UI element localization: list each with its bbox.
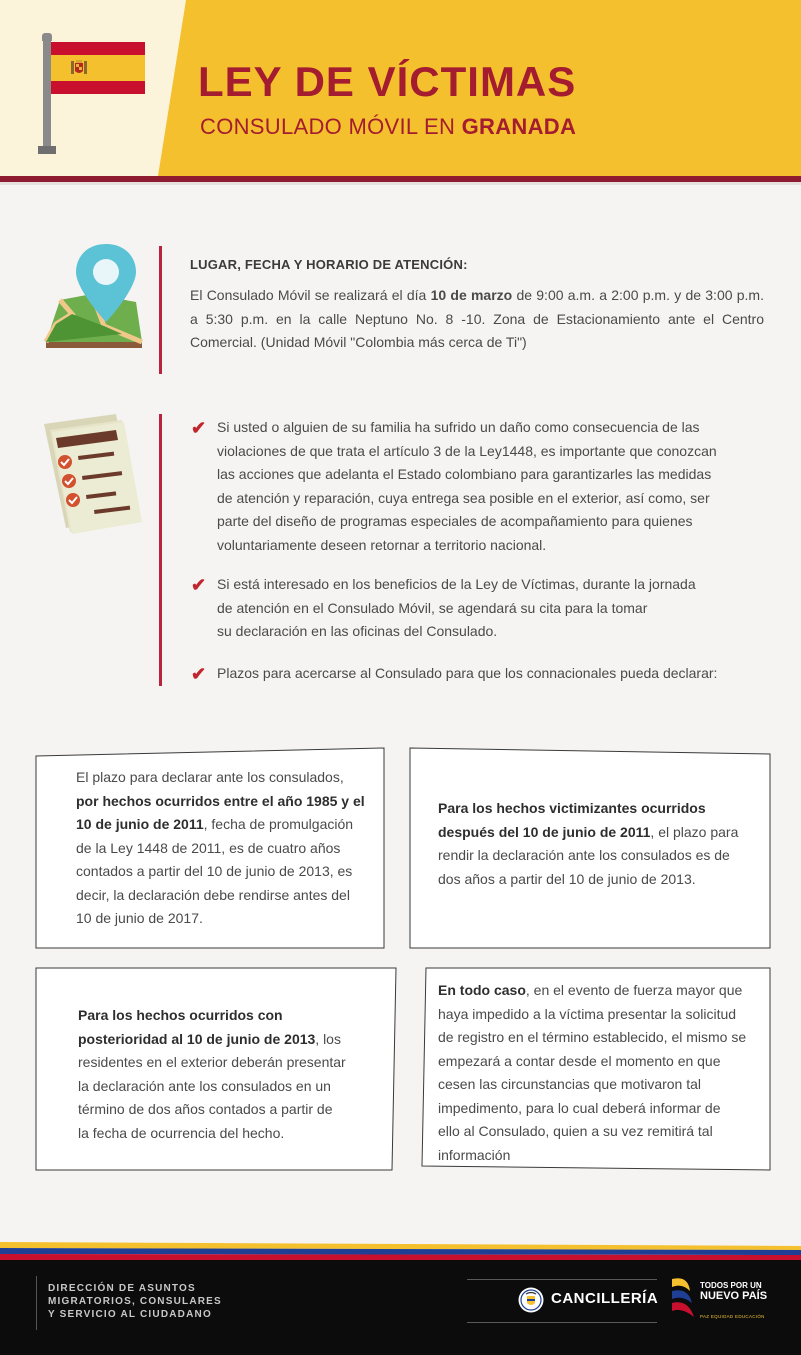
location-date: 10 de marzo (430, 287, 513, 303)
flagpole-base-icon (38, 146, 56, 154)
spain-crest-icon (69, 59, 89, 77)
section-divider-bar (159, 246, 162, 374)
map-pin-icon (42, 238, 144, 350)
footer-department: DIRECCIÓN DE ASUNTOS MIGRATORIOS, CONSULARES Y SERVICIO AL CIUDADANO (48, 1283, 222, 1320)
footer-rule-bottom (467, 1322, 657, 1323)
subtitle-city: GRANADA (461, 114, 577, 139)
todos-tagline: PAZ EQUIDAD EDUCACIÓN (700, 1314, 765, 1319)
bullet-text: Si usted o alguien de su familia ha sufrido un daño como consecuencia de las violaciones de que trata el artículo 3 de la Ley1448, es importante que conozcan las acciones que adelanta el Estado colombiano para garantizarles las medidas de atención y reparación, cuya entrega sea posible en el exterior, así como, ser parte del diseño de programas especiales de acompañamiento para quienes voluntariamente deseen retornar a territorio nacional. (217, 419, 717, 553)
bullet-text: Si está interesado en los beneficios de la Ley de Víctimas, durante la jornada de atención en el Consulado Móvil, se agendará su cita para la tomar su declaración en las oficinas del Consulado. (217, 576, 696, 639)
page-title: LEY DE VÍCTIMAS (198, 58, 577, 105)
section-divider-bar (159, 414, 162, 686)
info-box-3-text: Para los hechos ocurridos con posterioridad al 10 de junio de 2013, los residentes en el exterior deberán presentar la declaración ante los consulados en un término de dos años contados a partir de la fecha de ocurrencia del hecho. (78, 1007, 346, 1141)
info-box-1-text: El plazo para declarar ante los consulados, por hechos ocurridos entre el año 1985 y el 10 de junio de 2011, fecha de promulgación de la Ley 1448 de 2011, es de cuatro años contados a partir del 10 de junio de 2013, es decir, la declaración debe rendirse antes del 10 de junio de 2017. (76, 769, 365, 926)
location-heading: LUGAR, FECHA Y HORARIO DE ATENCIÓN: (190, 257, 468, 272)
info-box-2-text: Para los hechos victimizantes ocurridos después del 10 de junio de 2011, el plazo para rendir la declaración ante los consulados es de dos años a partir del 10 de junio de 2013. (438, 800, 739, 887)
page-subtitle (200, 114, 576, 140)
bullet-text: Plazos para acercarse al Consulado para que los connacionales pueda declarar: (217, 665, 718, 681)
location-text: El Consulado Móvil se realizará el día 10 de marzo de 9:00 a.m. a 2:00 p.m. y de 3:00 p.m. a 5:30 p.m. en la calle Neptuno No. 8 -10. Zona de Estacionamiento ante el Centro Comercial. (Unidad Móvil "Colombia más cerca de Ti") (190, 287, 764, 350)
footer-rule-top (467, 1279, 657, 1280)
footer-divider (36, 1276, 37, 1330)
subtitle-prefix: CONSULADO MÓVIL EN (200, 114, 462, 139)
cancilleria-logo-text: CANCILLERÍA (551, 1290, 659, 1307)
header-banner (0, 0, 801, 176)
check-icon: ✔ (191, 418, 207, 438)
colombia-stripes-icon (0, 1236, 801, 1264)
header-underline-shadow (0, 182, 801, 185)
checklist-document-icon (38, 410, 148, 535)
check-icon: ✔ (191, 575, 207, 595)
header-diagonal-icon (150, 0, 190, 176)
colombia-coat-of-arms-icon (518, 1287, 544, 1313)
todos-por-un-nuevo-pais-text: TODOS POR UN NUEVO PAÍS (700, 1281, 768, 1302)
flagpole-icon (43, 38, 51, 150)
check-icon: ✔ (191, 664, 207, 684)
info-box-4-text: En todo caso, en el evento de fuerza mayor que haya impedido a la víctima presentar la solicitud de registro en el término establecido, el mismo se empezará a contar desde el momento en que cesen las circunstancias que motivaron tal impedimento, para lo cual deberá informar de ello al Consulado, quien a su vez remitirá tal información (438, 982, 747, 1163)
spain-flag-icon (51, 42, 145, 94)
todos-por-un-nuevo-pais-icon (668, 1273, 696, 1327)
